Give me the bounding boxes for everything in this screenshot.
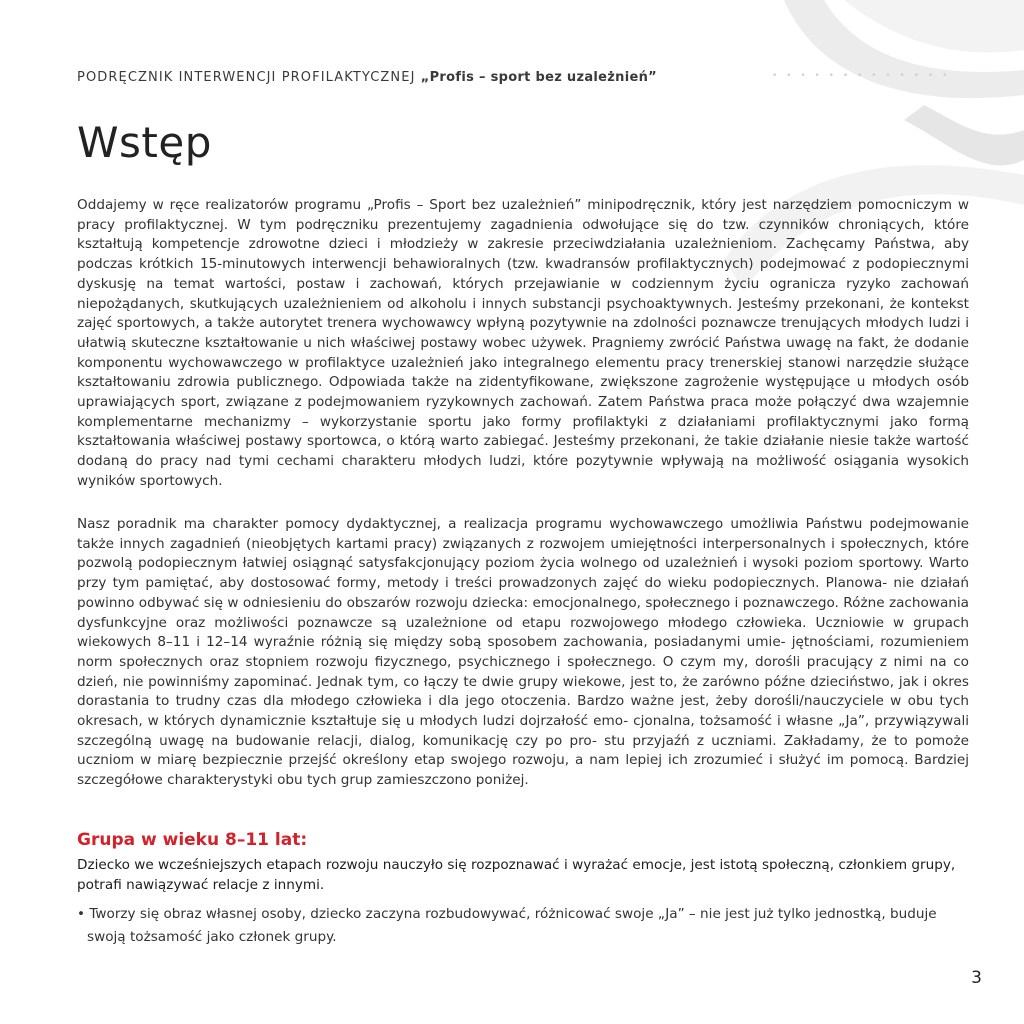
list-item: • Tworzy się obraz własnej osoby, dziecko zaczyna rozbudowywać, różnicować swoje „Ja” – nie jest już tylko jednostką, buduje swoją tożsamość jako członek grupy. [77, 906, 937, 945]
section-heading-age-group: Grupa w wieku 8–11 lat: [77, 830, 308, 850]
section-intro-text: Dziecko we wcześniejszych etapach rozwoju nauczyło się rozpoznawać i wyrażać emocje, jest istotą społeczną, członkiem grupy, potrafi nawiązywać relacje z innymi. [77, 857, 956, 893]
page-title: Wstęp [77, 118, 212, 167]
intro-paragraph-2: Nasz poradnik ma charakter pomocy dydaktycznej, a realizacja programu wychowawczego umożliwia Państwu podejmowanie także innych zagadnień (nieobjętych kartami pracy) związanych z rozwojem umiejętności interpersonalnych i społecznych, które pozwolą podopiecznym łatwiej osiągnąć satysfakcjonujący poziom życia wolnego od uzależnień i wysoki poziom sportowy. Warto przy tym pamiętać, aby dostosować formy, metody i treści prowadzonych zajęć do wieku podopiecznych. Planowa- nie działań powinno odbywać się w odniesieniu do obszarów rozwoju dziecka: emocjonalnego, społecznego i poznawczego. Różne zachowania dysfunkcyjne oraz możliwości poznawcze są uzależnione od etapu rozwojowego młodego człowieka. Uczniowie w grupach wiekowych 8–11 i 12–14 wyraźnie różnią się między sobą sposobem zachowania, posiadanymi umie- jętnościami, rozumieniem norm społecznych oraz stopniem rozwoju fizycznego, psychicznego i społecznego. O czym my, dorośli pracujący z nimi na co dzień, nie powinniśmy zapominać. Jednak tym, co łączy te dwie grupy wiekowe, jest to, że zarówno późne dzieciństwo, jak i okres dorastania to trudny czas dla młodego człowieka i dla jego otoczenia. Bardzo ważne jest, żeby dorośli/nauczyciele w obu tych okresach, w których dynamicznie kształtuje się u młodych ludzi dojrzałość emo- cjonalna, tożsamość i własne „Ja”, przywiązywali szczególną uwagę na budowanie relacji, dialog, komunikację czy po pro- stu przyjaźń z uczniami. Zakładamy, że to pomoże uczniom w miarę bezpiecznie przejść określony etap swojego rozwoju, a nam lepiej ich zrozumieć i służyć im pomocą. Bardziej szczegółowe charakterystyki obu tych grup zamieszczono poniżej. [77, 516, 969, 789]
intro-paragraph-1: Oddajemy w ręce realizatorów programu „Profis – Sport bez uzależnień” minipodręcznik, który jest narzędziem pomocniczym w pracy profilaktycznej. W tym podręczniku prezentujemy zagadnienia odwołujące się do tzw. czynników chroniących, które kształtują kompetencje zdrowotne dzieci i młodzieży w zakresie przeciwdziałania uzależnieniom. Zachęcamy Państwa, aby podczas krótkich 15-minutowych interwencji behawioralnych (tzw. kwadransów profilaktycznych) podejmować z podopiecznymi dyskusję na temat wartości, postaw i zachowań, których przejawianie w codziennym życiu ogranicza ryzyko zachowań niepożądanych, skutkujących uzależnieniem od alkoholu i innych substancji psychoaktywnych. Jesteśmy przekonani, że kontekst zajęć sportowych, a także autorytet trenera wychowawcy wpłyną pozytywnie na zdolności poznawcze trenujących młodych ludzi i ułatwią skuteczne kształtowanie u nich właściwej postawy wobec używek. Pragniemy zwrócić Państwa uwagę na fakt, że dodanie komponentu wychowawczego w profilaktyce uzależnień jako integralnego elementu pracy trenerskiej stanowi narzędzie służące kształtowaniu zdrowia publicznego. Odpowiada także na zidentyfikowane, zwiększone zagrożenie występujące u młodych osób uprawiających sport, związane z podejmowaniem ryzykownych zachowań. Zatem Państwa praca może połączyć dwa wzajemnie komplementarne mechanizmy – wykorzystanie sportu jako formy profilaktyki z działaniami profilaktycznymi jako formą kształtowania właściwej postawy sportowca, o którą warto zabiegać. Jesteśmy przekonani, że takie działanie niesie także wartość dodaną do pracy nad tymi cechami charakteru młodych ludzi, które pozytywnie wpływają na możliwość osiągania wysokich wyników sportowych. [77, 197, 969, 489]
page-number: 3 [971, 968, 982, 988]
section-bullet-list [77, 903, 977, 949]
header-program-name: „Profis – sport bez uzależnień” [420, 70, 657, 85]
header-dots-decoration: • • • • • • • • • • • • • [772, 71, 951, 81]
running-header [77, 70, 657, 85]
header-series-title: PODRĘCZNIK INTERWENCJI PROFILAKTYCZNEJ [77, 70, 416, 85]
